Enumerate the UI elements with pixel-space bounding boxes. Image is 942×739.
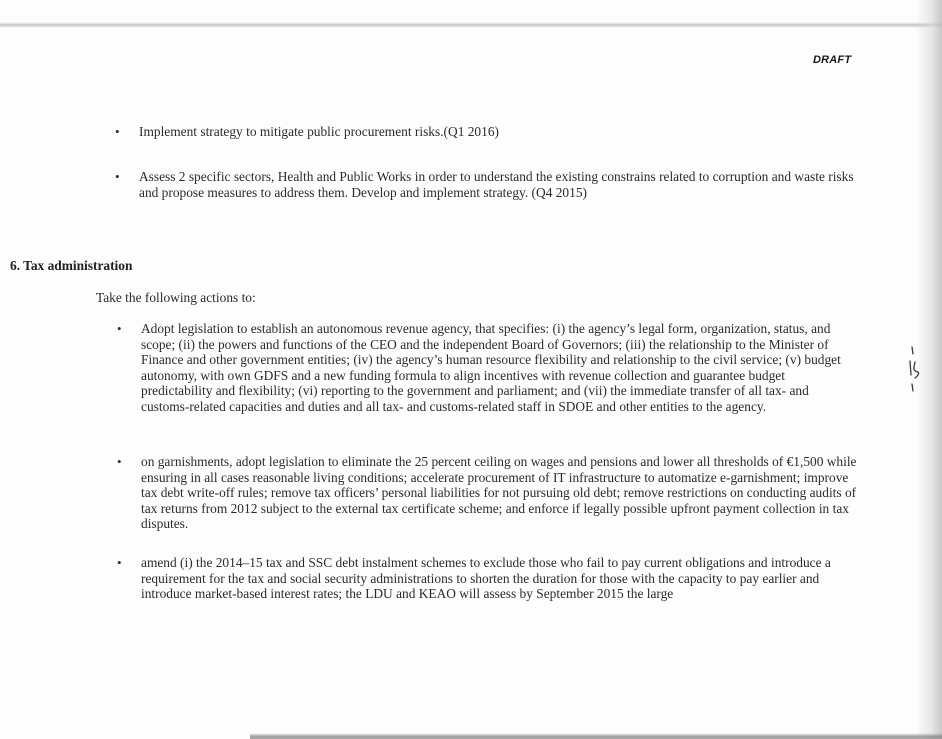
section-intro: Take the following actions to: — [96, 290, 256, 305]
list-item — [117, 555, 857, 602]
list-item — [115, 124, 859, 140]
scan-edge-top — [0, 22, 942, 28]
bullet-icon: • — [117, 454, 122, 469]
list-item — [115, 169, 859, 200]
list-item-text: on garnishments, adopt legislation to eliminate the 25 percent ceiling on wages and pensions and lower all thresholds of €1,500 while ensuring in all cases reasonable living conditions; accelerate procurement of IT infrastructure to automatize e-garnishment; improve tax debt write-off rules; remove tax officers’ personal liabilities for not pursuing old debt; remove restrictions on conducting audits of tax returns from 2012 subject to the external tax certificate scheme; and enforce if legally possible upfront payment collection in tax disputes. — [141, 454, 857, 532]
bullet-icon: • — [117, 321, 122, 336]
bullet-icon: • — [117, 555, 122, 570]
list-item-text: Adopt legislation to establish an autonomous revenue agency, that specifies: (i) the agency’s legal form, organization, status, and scope; (ii) the powers and functions of the CEO and the independent Board of Governors; (iii) the relationship to the Minister of Finance and other government entities; (iv) the agency’s human resource flexibility and relationship to the civil service; (v) budget autonomy, with own GDFS and a new funding formula to align incentives with revenue collection and guarantee budget predictability and flexibility; (vi) reporting to the government and parliament; and (vii) the immediate transfer of all tax- and customs-related capacities and duties and all tax- and customs-related staff in SDOE and other entities to the agency. — [141, 321, 841, 414]
list-item — [117, 454, 857, 532]
bullet-icon: • — [115, 124, 120, 139]
list-item-text: Implement strategy to mitigate public procurement risks.(Q1 2016) — [139, 124, 499, 139]
handwritten-page-mark-icon — [902, 345, 926, 395]
section-heading: 6. Tax administration — [10, 258, 133, 273]
bullet-icon: • — [115, 169, 120, 184]
list-item-text: Assess 2 specific sectors, Health and Public Works in order to understand the existing constrains related to corruption and waste risks and propose measures to address them. Develop and implement strategy. (Q4 2015) — [139, 169, 854, 200]
list-item-text: amend (i) the 2014–15 tax and SSC debt instalment schemes to exclude those who fail to pay current obligations and introduce a requirement for the tax and social security administrations to shorten the duration for those with the capacity to pay earlier and introduce market-based interest rates; the LDU and KEAO will assess by September 2015 the large — [141, 555, 831, 602]
list-item — [117, 321, 857, 415]
draft-label: DRAFT — [813, 54, 852, 66]
scan-edge-bottom — [250, 733, 942, 739]
